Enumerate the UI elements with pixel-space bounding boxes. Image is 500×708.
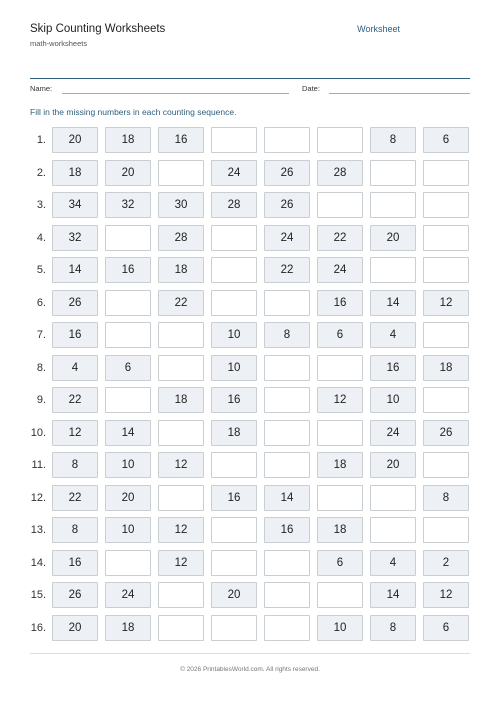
sequence-row — [30, 452, 470, 478]
blank-answer-cell[interactable] — [317, 582, 363, 608]
given-number-cell: 6 — [423, 127, 469, 153]
given-number-cell: 28 — [211, 192, 257, 218]
given-number-cell: 10 — [317, 615, 363, 641]
row-number: 10. — [30, 426, 46, 439]
row-number: 8. — [36, 361, 46, 374]
given-number-cell: 16 — [317, 290, 363, 316]
blank-answer-cell[interactable] — [158, 420, 204, 446]
given-number-cell: 24 — [211, 160, 257, 186]
row-number: 15. — [30, 589, 46, 601]
given-number-cell: 18 — [105, 615, 151, 641]
given-number-cell: 14 — [370, 582, 416, 608]
given-number-cell: 10 — [105, 517, 151, 543]
name-line[interactable] — [62, 93, 289, 94]
given-number-cell: 4 — [52, 355, 98, 381]
sequence-row — [30, 387, 470, 413]
sequence-row — [30, 127, 470, 153]
row-number: 4. — [36, 231, 46, 244]
given-number-cell: 28 — [158, 225, 204, 251]
row-number: 13. — [30, 524, 46, 536]
sequence-row — [30, 485, 470, 511]
blank-answer-cell[interactable] — [264, 420, 310, 446]
row-number: 7. — [36, 329, 46, 341]
given-number-cell: 18 — [52, 160, 98, 186]
given-number-cell: 4 — [370, 550, 416, 576]
given-number-cell: 32 — [105, 192, 151, 218]
given-number-cell: 16 — [370, 355, 416, 381]
blank-answer-cell[interactable] — [158, 160, 204, 186]
blank-answer-cell[interactable] — [423, 517, 469, 543]
row-number: 16. — [30, 621, 46, 634]
given-number-cell: 8 — [52, 452, 98, 478]
given-number-cell: 14 — [370, 290, 416, 316]
given-number-cell: 22 — [158, 290, 204, 316]
blank-answer-cell[interactable] — [211, 225, 257, 251]
sequence-row — [30, 257, 470, 283]
given-number-cell: 20 — [370, 225, 416, 251]
given-number-cell: 12 — [423, 290, 469, 316]
given-number-cell: 10 — [211, 355, 257, 381]
name-date-row — [30, 84, 470, 98]
sequence-row — [30, 582, 470, 608]
given-number-cell: 32 — [52, 225, 98, 251]
given-number-cell: 12 — [317, 387, 363, 413]
blank-answer-cell[interactable] — [105, 225, 151, 251]
given-number-cell: 18 — [423, 355, 469, 381]
given-number-cell: 8 — [370, 127, 416, 153]
given-number-cell: 6 — [105, 355, 151, 381]
given-number-cell: 16 — [105, 257, 151, 283]
given-number-cell: 16 — [211, 387, 257, 413]
blank-answer-cell[interactable] — [211, 257, 257, 283]
footer-divider — [30, 653, 470, 654]
given-number-cell: 10 — [370, 387, 416, 413]
blank-answer-cell[interactable] — [211, 550, 257, 576]
blank-answer-cell[interactable] — [370, 517, 416, 543]
blank-answer-cell[interactable] — [264, 355, 310, 381]
sequence-row — [30, 322, 470, 348]
blank-answer-cell[interactable] — [211, 452, 257, 478]
blank-answer-cell[interactable] — [158, 322, 204, 348]
given-number-cell: 18 — [211, 420, 257, 446]
row-number: 2. — [36, 166, 46, 179]
blank-answer-cell[interactable] — [370, 257, 416, 283]
name-label: Name: — [30, 84, 53, 93]
given-number-cell: 6 — [423, 615, 469, 641]
sequence-row — [30, 550, 470, 576]
given-number-cell: 24 — [370, 420, 416, 446]
worksheet-tag: Worksheet — [357, 24, 400, 34]
given-number-cell: 14 — [52, 257, 98, 283]
given-number-cell: 14 — [264, 485, 310, 511]
given-number-cell: 18 — [105, 127, 151, 153]
given-number-cell: 10 — [105, 452, 151, 478]
given-number-cell: 14 — [105, 420, 151, 446]
blank-answer-cell[interactable] — [264, 290, 310, 316]
blank-answer-cell[interactable] — [105, 322, 151, 348]
given-number-cell: 4 — [370, 322, 416, 348]
blank-answer-cell[interactable] — [317, 192, 363, 218]
given-number-cell: 20 — [105, 485, 151, 511]
given-number-cell: 18 — [158, 257, 204, 283]
given-number-cell: 30 — [158, 192, 204, 218]
given-number-cell: 24 — [264, 225, 310, 251]
blank-answer-cell[interactable] — [423, 322, 469, 348]
sequence-row — [30, 290, 470, 316]
given-number-cell: 20 — [105, 160, 151, 186]
blank-answer-cell[interactable] — [105, 290, 151, 316]
blank-answer-cell[interactable] — [370, 160, 416, 186]
blank-answer-cell[interactable] — [423, 452, 469, 478]
given-number-cell: 12 — [158, 550, 204, 576]
given-number-cell: 2 — [423, 550, 469, 576]
given-number-cell: 20 — [370, 452, 416, 478]
given-number-cell: 10 — [211, 322, 257, 348]
copyright-footer: © 2026 PrintablesWorld.com. All rights reserved. — [180, 666, 320, 673]
blank-answer-cell[interactable] — [317, 485, 363, 511]
given-number-cell: 16 — [52, 322, 98, 348]
blank-answer-cell[interactable] — [264, 387, 310, 413]
blank-answer-cell[interactable] — [423, 192, 469, 218]
date-label: Date: — [302, 84, 320, 93]
given-number-cell: 34 — [52, 192, 98, 218]
given-number-cell: 24 — [105, 582, 151, 608]
blank-answer-cell[interactable] — [264, 452, 310, 478]
given-number-cell: 16 — [264, 517, 310, 543]
row-number: 6. — [36, 296, 46, 309]
given-number-cell: 20 — [52, 615, 98, 641]
given-number-cell: 26 — [423, 420, 469, 446]
given-number-cell: 26 — [52, 290, 98, 316]
date-line[interactable] — [329, 93, 470, 94]
given-number-cell: 8 — [264, 322, 310, 348]
blank-answer-cell[interactable] — [158, 582, 204, 608]
given-number-cell: 16 — [211, 485, 257, 511]
given-number-cell: 22 — [52, 387, 98, 413]
sequence-row — [30, 517, 470, 543]
blank-answer-cell[interactable] — [158, 355, 204, 381]
given-number-cell: 18 — [317, 517, 363, 543]
blank-answer-cell[interactable] — [317, 355, 363, 381]
sequence-row — [30, 160, 470, 186]
blank-answer-cell[interactable] — [370, 192, 416, 218]
worksheet-title: Skip Counting Worksheets — [30, 23, 166, 35]
given-number-cell: 18 — [158, 387, 204, 413]
given-number-cell: 26 — [264, 160, 310, 186]
blank-answer-cell[interactable] — [105, 387, 151, 413]
given-number-cell: 22 — [52, 485, 98, 511]
given-number-cell: 26 — [264, 192, 310, 218]
given-number-cell: 12 — [158, 452, 204, 478]
row-number: 3. — [36, 199, 46, 211]
blank-answer-cell[interactable] — [264, 582, 310, 608]
blank-answer-cell[interactable] — [211, 127, 257, 153]
blank-answer-cell[interactable] — [317, 420, 363, 446]
given-number-cell: 12 — [52, 420, 98, 446]
given-number-cell: 12 — [158, 517, 204, 543]
row-number: 5. — [36, 264, 46, 276]
sequence-row — [30, 355, 470, 381]
sequence-row — [30, 420, 470, 446]
blank-answer-cell[interactable] — [211, 615, 257, 641]
sequence-row — [30, 192, 470, 218]
given-number-cell: 20 — [211, 582, 257, 608]
row-number: 12. — [30, 491, 46, 504]
blank-answer-cell[interactable] — [211, 290, 257, 316]
given-number-cell: 8 — [370, 615, 416, 641]
given-number-cell: 20 — [52, 127, 98, 153]
given-number-cell: 12 — [423, 582, 469, 608]
given-number-cell: 8 — [52, 517, 98, 543]
row-number: 11. — [31, 459, 46, 471]
given-number-cell: 6 — [317, 550, 363, 576]
blank-answer-cell[interactable] — [105, 550, 151, 576]
blank-answer-cell[interactable] — [264, 127, 310, 153]
given-number-cell: 22 — [264, 257, 310, 283]
blank-answer-cell[interactable] — [423, 160, 469, 186]
given-number-cell: 16 — [158, 127, 204, 153]
row-number: 14. — [30, 556, 46, 569]
given-number-cell: 18 — [317, 452, 363, 478]
instructions: Fill in the missing numbers in each counting sequence. — [30, 107, 237, 117]
blank-answer-cell[interactable] — [423, 225, 469, 251]
blank-answer-cell[interactable] — [158, 485, 204, 511]
worksheet-header — [30, 22, 470, 79]
blank-answer-cell[interactable] — [423, 257, 469, 283]
given-number-cell: 22 — [317, 225, 363, 251]
blank-answer-cell[interactable] — [423, 387, 469, 413]
blank-answer-cell[interactable] — [264, 615, 310, 641]
blank-answer-cell[interactable] — [317, 127, 363, 153]
worksheet-subtitle: math-worksheets — [30, 39, 88, 48]
blank-answer-cell[interactable] — [370, 485, 416, 511]
blank-answer-cell[interactable] — [211, 517, 257, 543]
given-number-cell: 16 — [52, 550, 98, 576]
given-number-cell: 6 — [317, 322, 363, 348]
given-number-cell: 26 — [52, 582, 98, 608]
sequence-row — [30, 615, 470, 641]
row-number: 9. — [36, 394, 46, 406]
given-number-cell: 24 — [317, 257, 363, 283]
sequence-row — [30, 225, 470, 251]
blank-answer-cell[interactable] — [264, 550, 310, 576]
row-number: 1. — [36, 134, 46, 146]
given-number-cell: 28 — [317, 160, 363, 186]
blank-answer-cell[interactable] — [158, 615, 204, 641]
given-number-cell: 8 — [423, 485, 469, 511]
